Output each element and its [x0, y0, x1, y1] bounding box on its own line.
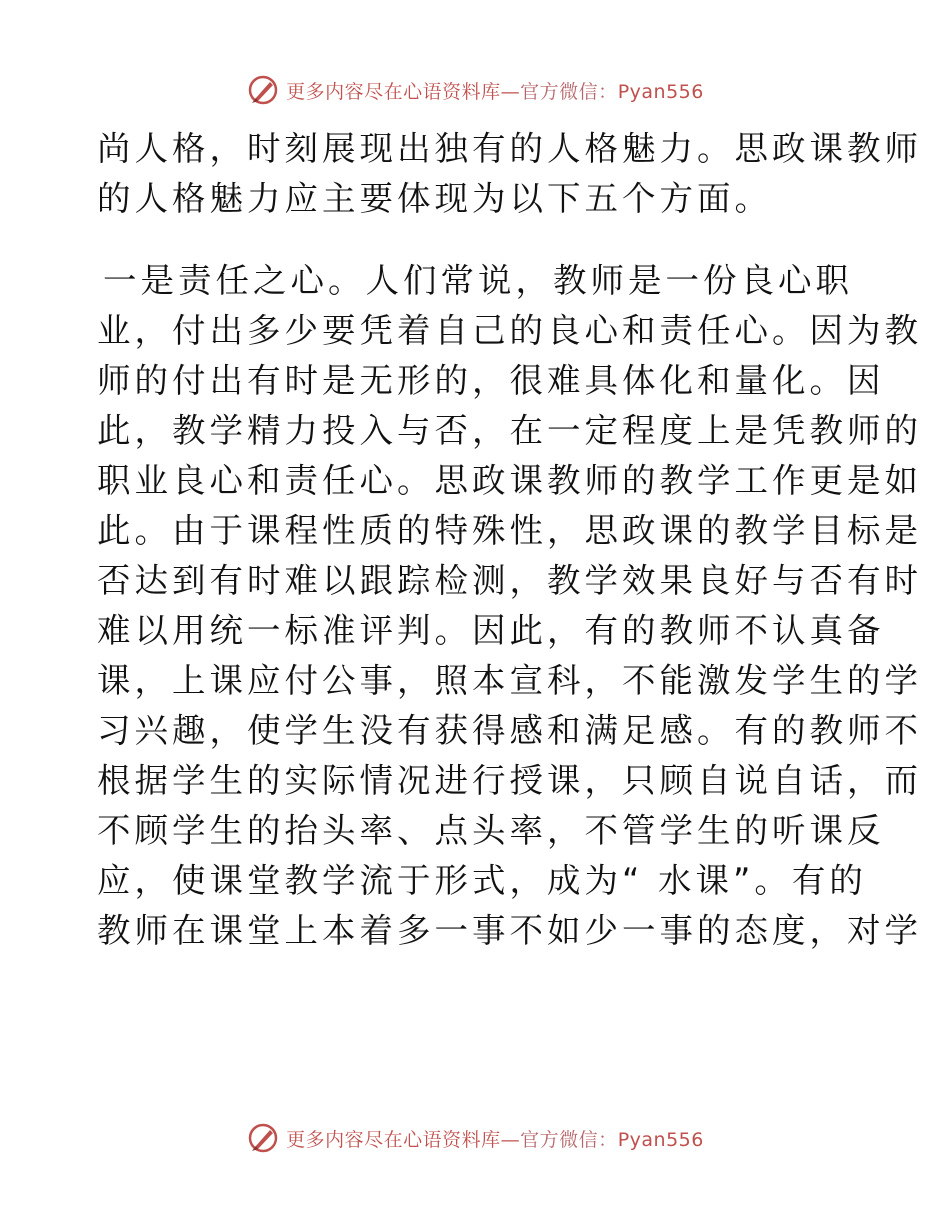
text-line: 不顾学生的抬头率、点头率，不管学生的听课反 [97, 811, 885, 850]
watermark-separator: — [500, 1128, 521, 1151]
watermark-main: 更多内容尽在心语资料库 [286, 1128, 501, 1151]
paragraph-2 [97, 256, 922, 956]
text-line: 此。由于课程性质的特殊性，思政课的教学目标是 [97, 511, 922, 550]
watermark-label: 官方微信： [520, 1128, 618, 1151]
text-line: 习兴趣，使学生没有获得感和满足感。有的教师不 [97, 711, 922, 750]
text-line: 的人格魅力应主要体现为以下五个方面。 [97, 179, 772, 218]
watermark-id: Pyan556 [617, 80, 704, 103]
pen-logo-icon [246, 73, 280, 107]
watermark-main: 更多内容尽在心语资料库 [286, 80, 501, 103]
text-line: 此，教学精力投入与否，在一定程度上是凭教师的 [97, 411, 922, 450]
pen-logo-icon [246, 1121, 280, 1155]
text-line: 尚人格，时刻展现出独有的人格魅力。思政课教师 [97, 129, 922, 168]
text-line: 教师在课堂上本着多一事不如少一事的态度，对学 [97, 911, 922, 950]
paragraph-1 [97, 124, 922, 224]
watermark-text [286, 1125, 704, 1152]
text-line: 课，上课应付公事，照本宣科，不能激发学生的学 [97, 661, 922, 700]
text-line: 难以用统一标准评判。因此，有的教师不认真备 [97, 611, 885, 650]
text-line: 否达到有时难以跟踪检测，教学效果良好与否有时 [97, 561, 922, 600]
text-line: 业，付出多少要凭着自己的良心和责任心。因为教 [97, 311, 922, 350]
text-line: 应，使课堂教学流于形式，成为“ 水课”。有的 [97, 861, 867, 900]
text-line: 一是责任之心。人们常说，教师是一份良心职 [103, 261, 853, 300]
document-body [97, 124, 922, 956]
watermark-separator: — [500, 80, 521, 103]
header-watermark [0, 70, 950, 110]
watermark-label: 官方微信： [520, 80, 618, 103]
text-line: 师的付出有时是无形的，很难具体化和量化。因 [97, 361, 885, 400]
text-line: 职业良心和责任心。思政课教师的教学工作更是如 [97, 461, 922, 500]
watermark-id: Pyan556 [617, 1128, 704, 1151]
footer-watermark [0, 1118, 950, 1158]
text-line: 根据学生的实际情况进行授课，只顾自说自话，而 [97, 761, 922, 800]
watermark-text [286, 77, 704, 104]
